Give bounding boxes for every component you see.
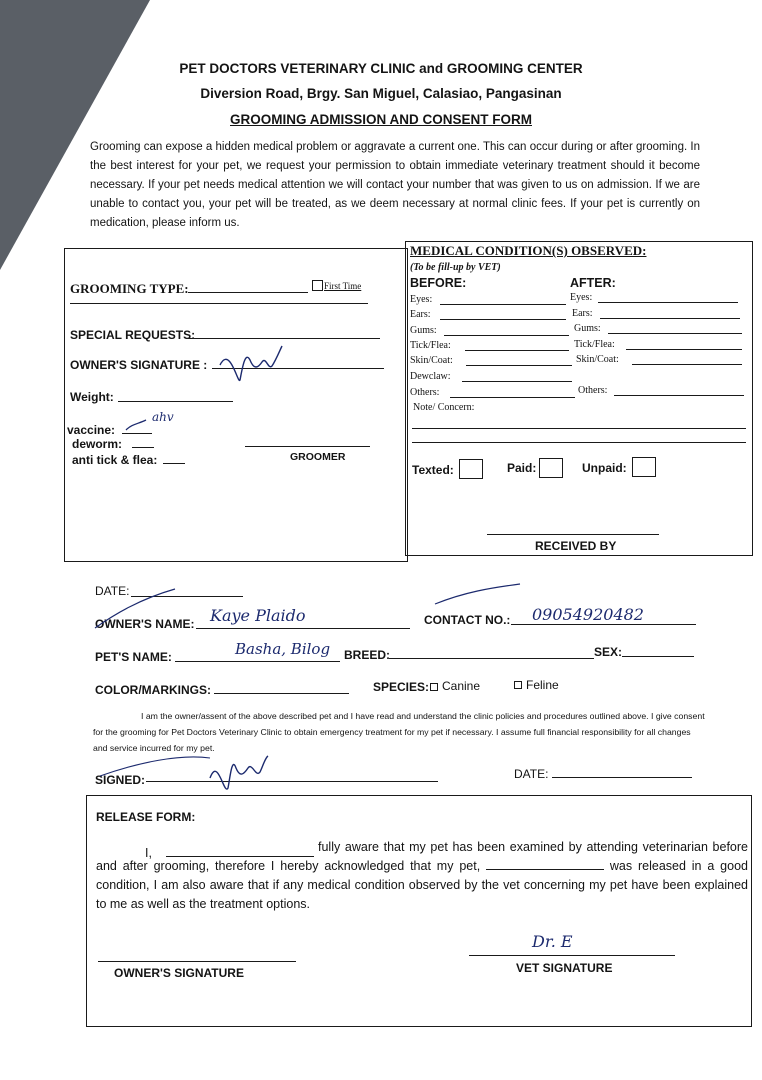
release-pet-name-field[interactable] <box>486 869 604 870</box>
before-gums-field[interactable] <box>444 335 569 336</box>
vaccine-value: ahv <box>152 410 174 424</box>
color-markings-label: COLOR/MARKINGS: <box>95 683 211 697</box>
release-i-label: I, <box>145 846 152 860</box>
texted-label: Texted: <box>412 463 454 477</box>
consent-date-label: DATE: <box>514 767 549 781</box>
before-label: BEFORE: <box>410 276 467 290</box>
weight-field[interactable] <box>118 401 233 402</box>
before-tickflea-label: Tick/Flea: <box>410 340 451 351</box>
before-eyes-label: Eyes: <box>410 294 433 305</box>
owner-signature-label: OWNER'S SIGNATURE : <box>70 358 208 372</box>
breed-label: BREED: <box>344 648 391 662</box>
after-skin-label: Skin/Coat: <box>576 354 619 365</box>
before-ears-label: Ears: <box>410 309 431 320</box>
before-others-label: Others: <box>410 387 440 398</box>
canine-label: Canine <box>442 679 481 693</box>
first-time-checkbox[interactable] <box>312 280 323 291</box>
medical-title: MEDICAL CONDITION(S) OBSERVED: <box>410 243 647 258</box>
after-others-field[interactable] <box>614 395 744 396</box>
feline-checkbox[interactable] <box>514 681 522 689</box>
paid-checkbox[interactable] <box>539 458 563 478</box>
before-eyes-field[interactable] <box>440 304 566 305</box>
first-time-label: First Time <box>324 281 362 291</box>
release-text-part1: fully aware that my pet has been examined by attending veterinarian before and after grooming, therefore I hereby acknowledged that my pet, <box>96 840 748 873</box>
after-gums-field[interactable] <box>608 333 742 334</box>
after-skin-field[interactable] <box>632 364 742 365</box>
before-skin-field[interactable] <box>466 365 572 366</box>
before-dewclaw-field[interactable] <box>462 381 572 382</box>
pen-stroke-marks <box>95 584 525 634</box>
anti-tick-field[interactable] <box>163 463 185 464</box>
vaccine-check-mark <box>124 418 154 434</box>
grooming-type-label: GROOMING TYPE: <box>70 281 189 296</box>
medical-subtitle: (To be fill-up by VET) <box>410 262 501 273</box>
after-tickflea-label: Tick/Flea: <box>574 339 615 350</box>
before-ears-field[interactable] <box>440 319 566 320</box>
release-text <box>96 838 748 914</box>
vet-signature-value: Dr. E <box>532 932 573 951</box>
form-title: GROOMING ADMISSION AND CONSENT FORM <box>230 112 532 127</box>
sex-field[interactable] <box>622 656 694 657</box>
release-title: RELEASE FORM: <box>96 810 196 824</box>
note-line-1[interactable] <box>412 428 746 429</box>
owner-name-value: Kaye Plaido <box>210 606 306 625</box>
consent-text: I am the owner/assent of the above described pet and I have read and understand the clinic policies and procedures outlined above. I give consent for the grooming for Pet Doctors Veterinary Clinic to obtain emergency treatment for my pet if necessary. I assume full financial responsibility for all changes and service incurred for my pet. <box>93 711 705 753</box>
groomer-label: GROOMER <box>290 451 346 463</box>
deworm-label: deworm: <box>72 437 123 451</box>
clinic-address: Diversion Road, Brgy. San Miguel, Calasiao, Pangasinan <box>200 86 562 101</box>
contact-label: CONTACT NO.: <box>424 613 511 627</box>
date-label: DATE: <box>95 584 130 598</box>
vaccine-label: vaccine: <box>67 423 116 437</box>
note-line-2[interactable] <box>412 442 746 443</box>
pet-name-value: Basha, Bilog <box>235 640 331 658</box>
vet-signature-line[interactable] <box>469 955 675 956</box>
after-tickflea-field[interactable] <box>626 349 742 350</box>
received-by-line[interactable] <box>487 534 659 535</box>
before-gums-label: Gums: <box>410 325 437 336</box>
received-by-label: RECEIVED BY <box>535 539 617 553</box>
weight-label: Weight: <box>70 390 114 404</box>
pet-name-field[interactable] <box>175 661 340 662</box>
release-owner-signature-line[interactable] <box>98 961 296 962</box>
consent-date-field[interactable] <box>552 777 692 778</box>
after-ears-label: Ears: <box>572 308 593 319</box>
before-dewclaw-label: Dewclaw: <box>410 371 451 382</box>
release-text-part2: was released in a good condition, I am also aware that if any medical condition observed by the vet concerning my pet have been explained to me as well as the treatment options. <box>96 859 748 911</box>
color-markings-field[interactable] <box>214 693 349 694</box>
pet-name-label: PET'S NAME: <box>95 650 172 664</box>
signed-label: SIGNED: <box>95 773 146 787</box>
anti-tick-label: anti tick & flea: <box>72 453 158 467</box>
release-owner-signature-label: OWNER'S SIGNATURE <box>114 966 244 980</box>
grooming-type-line-2[interactable] <box>70 303 368 304</box>
special-requests-field[interactable] <box>186 338 380 339</box>
species-label: SPECIES: <box>373 680 430 694</box>
owner-name-label: OWNER'S NAME: <box>95 617 195 631</box>
after-label: AFTER: <box>570 276 616 290</box>
grooming-type-field[interactable] <box>188 292 308 293</box>
vet-signature-label: VET SIGNATURE <box>516 961 613 975</box>
groomer-signature-line[interactable] <box>245 446 370 447</box>
after-ears-field[interactable] <box>600 318 740 319</box>
owner-signature-scribble-1 <box>210 340 290 390</box>
unpaid-checkbox[interactable] <box>632 457 656 477</box>
canine-checkbox[interactable] <box>430 683 438 691</box>
after-eyes-field[interactable] <box>598 302 738 303</box>
before-tickflea-field[interactable] <box>465 350 569 351</box>
intro-paragraph: Grooming can expose a hidden medical problem or aggravate a current one. This can occur during or after grooming. In the best interest for your pet, we request your permission to obtain immediate veterinary treatment should it become necessary. If your pet needs medical attention we will contact your number that was given to us on admission. If we are unable to contact you, your pet will be treated, as we deem necessary at normal clinic fees. If your pet is currently on medication, please inform us. <box>90 141 700 229</box>
sex-label: SEX: <box>594 645 623 659</box>
note-concern-label: Note/ Concern: <box>413 402 475 413</box>
paid-label: Paid: <box>507 461 537 475</box>
clinic-name: PET DOCTORS VETERINARY CLINIC and GROOMING CENTER <box>179 61 583 76</box>
unpaid-label: Unpaid: <box>582 461 627 475</box>
after-others-label: Others: <box>578 385 608 396</box>
feline-label: Feline <box>526 678 559 692</box>
breed-field[interactable] <box>389 658 594 659</box>
before-skin-label: Skin/Coat: <box>410 355 453 366</box>
contact-field[interactable] <box>511 624 696 625</box>
special-requests-label: SPECIAL REQUESTS: <box>70 328 196 342</box>
deworm-field[interactable] <box>132 447 154 448</box>
contact-value: 09054920482 <box>532 605 644 624</box>
texted-checkbox[interactable] <box>459 459 483 479</box>
after-eyes-label: Eyes: <box>570 292 593 303</box>
before-others-field[interactable] <box>450 397 575 398</box>
after-gums-label: Gums: <box>574 323 601 334</box>
consent-signature-scribble <box>100 748 270 800</box>
